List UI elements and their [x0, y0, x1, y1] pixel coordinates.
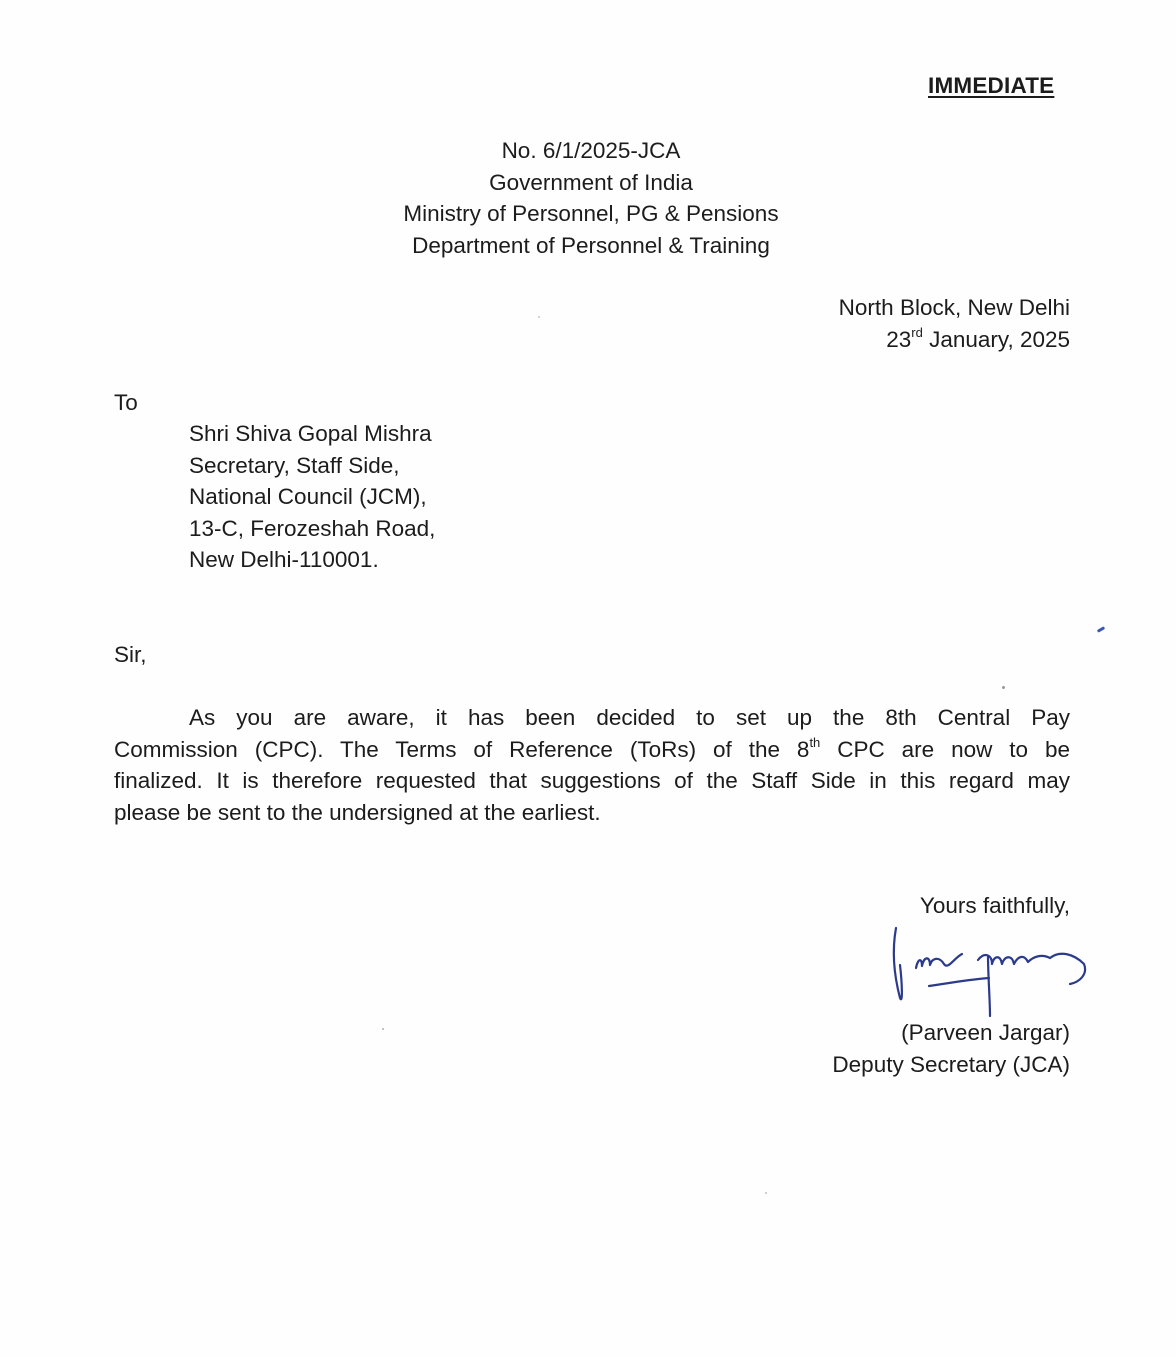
- body-line: [114, 734, 1070, 766]
- body-line: As you are aware, it has been decided to set up the 8th Central Pay: [189, 705, 1070, 730]
- addressee-line: New Delhi-110001.: [189, 547, 379, 572]
- addressee-line: Secretary, Staff Side,: [189, 452, 400, 478]
- place: North Block, New Delhi: [838, 295, 1070, 320]
- body-paragraph: [114, 702, 1070, 828]
- government-name: Government of India: [489, 169, 693, 195]
- signatory-designation: Deputy Secretary (JCA): [832, 1051, 1070, 1077]
- scan-speck: [765, 1192, 767, 1194]
- scan-speck: [382, 1028, 384, 1030]
- date-rest: January, 2025: [922, 326, 1070, 352]
- body-line: please be sent to the undersigned at the earliest.: [114, 799, 601, 825]
- closing-phrase: Yours faithfully,: [919, 893, 1070, 918]
- department-name: Department of Personnel & Training: [412, 232, 770, 258]
- date-suffix: rd: [911, 324, 923, 340]
- addressee-line: National Council (JCM),: [189, 484, 427, 509]
- salutation: Sir,: [114, 642, 147, 667]
- scan-speck: [1002, 686, 1005, 689]
- file-number: No. 6/1/2025-JCA: [501, 138, 681, 163]
- scan-speck: [538, 316, 540, 318]
- body-line: finalized. It is therefore requested that suggestions of the Staff Side in this regard may: [114, 768, 1070, 793]
- priority-label: IMMEDIATE: [928, 73, 1055, 98]
- body-line-2-end: CPC are now to be: [820, 736, 1070, 762]
- scan-speck: [1097, 626, 1105, 633]
- addressee-line: 13-C, Ferozeshah Road,: [189, 515, 436, 541]
- body-line-2-start: Commission (CPC). The Terms of Reference (ToRs) of the 8: [114, 736, 810, 762]
- to-label: To: [114, 390, 138, 415]
- signatory-name: (Parveen Jargar): [901, 1020, 1070, 1045]
- handwritten-signature: [884, 920, 1094, 1020]
- ordinal-suffix: th: [809, 734, 821, 750]
- addressee-block: [189, 418, 435, 576]
- date: [839, 324, 1070, 356]
- place-and-date: [839, 292, 1070, 355]
- letter-heading: [0, 135, 1176, 261]
- signatory-block: [832, 1017, 1070, 1080]
- addressee-line: Shri Shiva Gopal Mishra: [189, 421, 432, 446]
- ministry-name: Ministry of Personnel, PG & Pensions: [403, 201, 779, 226]
- date-day: 23: [886, 326, 912, 352]
